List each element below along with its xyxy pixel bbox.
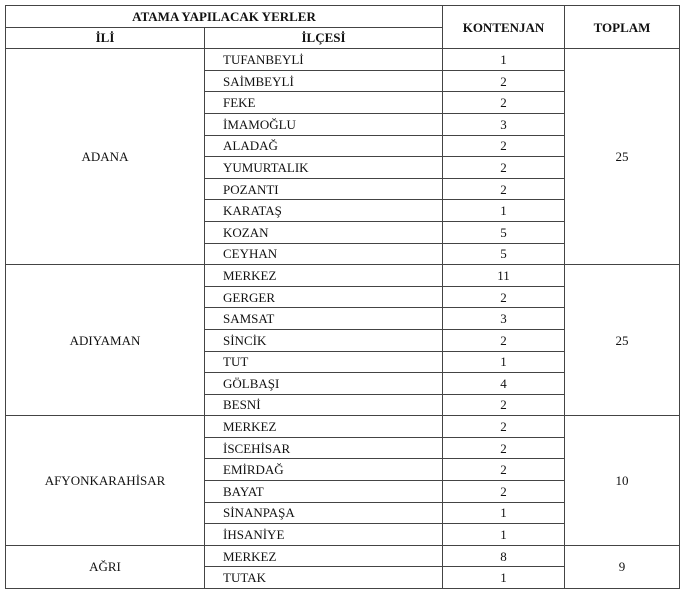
cell-ilce: TUT bbox=[205, 351, 443, 373]
header-kontenjan: KONTENJAN bbox=[443, 6, 565, 49]
cell-kontenjan: 2 bbox=[443, 481, 565, 503]
cell-kontenjan: 2 bbox=[443, 286, 565, 308]
cell-ilce: GÖLBAŞI bbox=[205, 373, 443, 395]
cell-toplam: 25 bbox=[565, 49, 680, 265]
cell-kontenjan: 1 bbox=[443, 351, 565, 373]
cell-ilce: MERKEZ bbox=[205, 545, 443, 567]
cell-kontenjan: 2 bbox=[443, 70, 565, 92]
cell-ilce: SİNCİK bbox=[205, 329, 443, 351]
header-ili: İLİ bbox=[6, 27, 205, 49]
cell-kontenjan: 2 bbox=[443, 178, 565, 200]
header-toplam: TOPLAM bbox=[565, 6, 680, 49]
cell-toplam: 9 bbox=[565, 545, 680, 588]
table-body bbox=[6, 49, 680, 589]
header-ilcesi: İLÇESİ bbox=[205, 27, 443, 49]
cell-ilce: BESNİ bbox=[205, 394, 443, 416]
cell-kontenjan: 4 bbox=[443, 373, 565, 395]
cell-ilce: İMAMOĞLU bbox=[205, 113, 443, 135]
cell-toplam: 10 bbox=[565, 416, 680, 546]
cell-kontenjan: 1 bbox=[443, 502, 565, 524]
cell-ilce: İHSANİYE bbox=[205, 524, 443, 546]
cell-kontenjan: 3 bbox=[443, 308, 565, 330]
cell-kontenjan: 5 bbox=[443, 243, 565, 265]
cell-kontenjan: 8 bbox=[443, 545, 565, 567]
cell-ilce: KOZAN bbox=[205, 221, 443, 243]
table-header bbox=[6, 6, 680, 49]
assignment-table bbox=[5, 5, 680, 589]
cell-ilce: İSCEHİSAR bbox=[205, 437, 443, 459]
cell-ilce: SAİMBEYLİ bbox=[205, 70, 443, 92]
cell-ilce: MERKEZ bbox=[205, 416, 443, 438]
cell-kontenjan: 2 bbox=[443, 135, 565, 157]
cell-ilce: TUTAK bbox=[205, 567, 443, 589]
cell-ilce: YUMURTALIK bbox=[205, 157, 443, 179]
cell-kontenjan: 2 bbox=[443, 459, 565, 481]
cell-ilce: SAMSAT bbox=[205, 308, 443, 330]
table-row bbox=[6, 545, 680, 567]
cell-kontenjan: 2 bbox=[443, 437, 565, 459]
cell-kontenjan: 3 bbox=[443, 113, 565, 135]
cell-ilce: FEKE bbox=[205, 92, 443, 114]
cell-kontenjan: 1 bbox=[443, 524, 565, 546]
cell-ilce: CEYHAN bbox=[205, 243, 443, 265]
cell-ilce: BAYAT bbox=[205, 481, 443, 503]
table-row bbox=[6, 416, 680, 438]
cell-kontenjan: 1 bbox=[443, 200, 565, 222]
cell-ilce: EMİRDAĞ bbox=[205, 459, 443, 481]
cell-ilce: GERGER bbox=[205, 286, 443, 308]
cell-kontenjan: 2 bbox=[443, 92, 565, 114]
cell-kontenjan: 1 bbox=[443, 49, 565, 71]
cell-ilce: POZANTI bbox=[205, 178, 443, 200]
cell-kontenjan: 2 bbox=[443, 329, 565, 351]
table-row bbox=[6, 49, 680, 71]
cell-kontenjan: 2 bbox=[443, 416, 565, 438]
cell-kontenjan: 1 bbox=[443, 567, 565, 589]
cell-il: ADANA bbox=[6, 49, 205, 265]
table-row bbox=[6, 265, 680, 287]
cell-ilce: SİNANPAŞA bbox=[205, 502, 443, 524]
cell-kontenjan: 11 bbox=[443, 265, 565, 287]
cell-ilce: TUFANBEYLİ bbox=[205, 49, 443, 71]
cell-il: AĞRI bbox=[6, 545, 205, 588]
cell-ilce: ALADAĞ bbox=[205, 135, 443, 157]
cell-il: ADIYAMAN bbox=[6, 265, 205, 416]
cell-toplam: 25 bbox=[565, 265, 680, 416]
cell-kontenjan: 2 bbox=[443, 157, 565, 179]
cell-ilce: KARATAŞ bbox=[205, 200, 443, 222]
header-atama: ATAMA YAPILACAK YERLER bbox=[6, 6, 443, 28]
cell-il: AFYONKARAHİSAR bbox=[6, 416, 205, 546]
cell-kontenjan: 2 bbox=[443, 394, 565, 416]
cell-kontenjan: 5 bbox=[443, 221, 565, 243]
cell-ilce: MERKEZ bbox=[205, 265, 443, 287]
